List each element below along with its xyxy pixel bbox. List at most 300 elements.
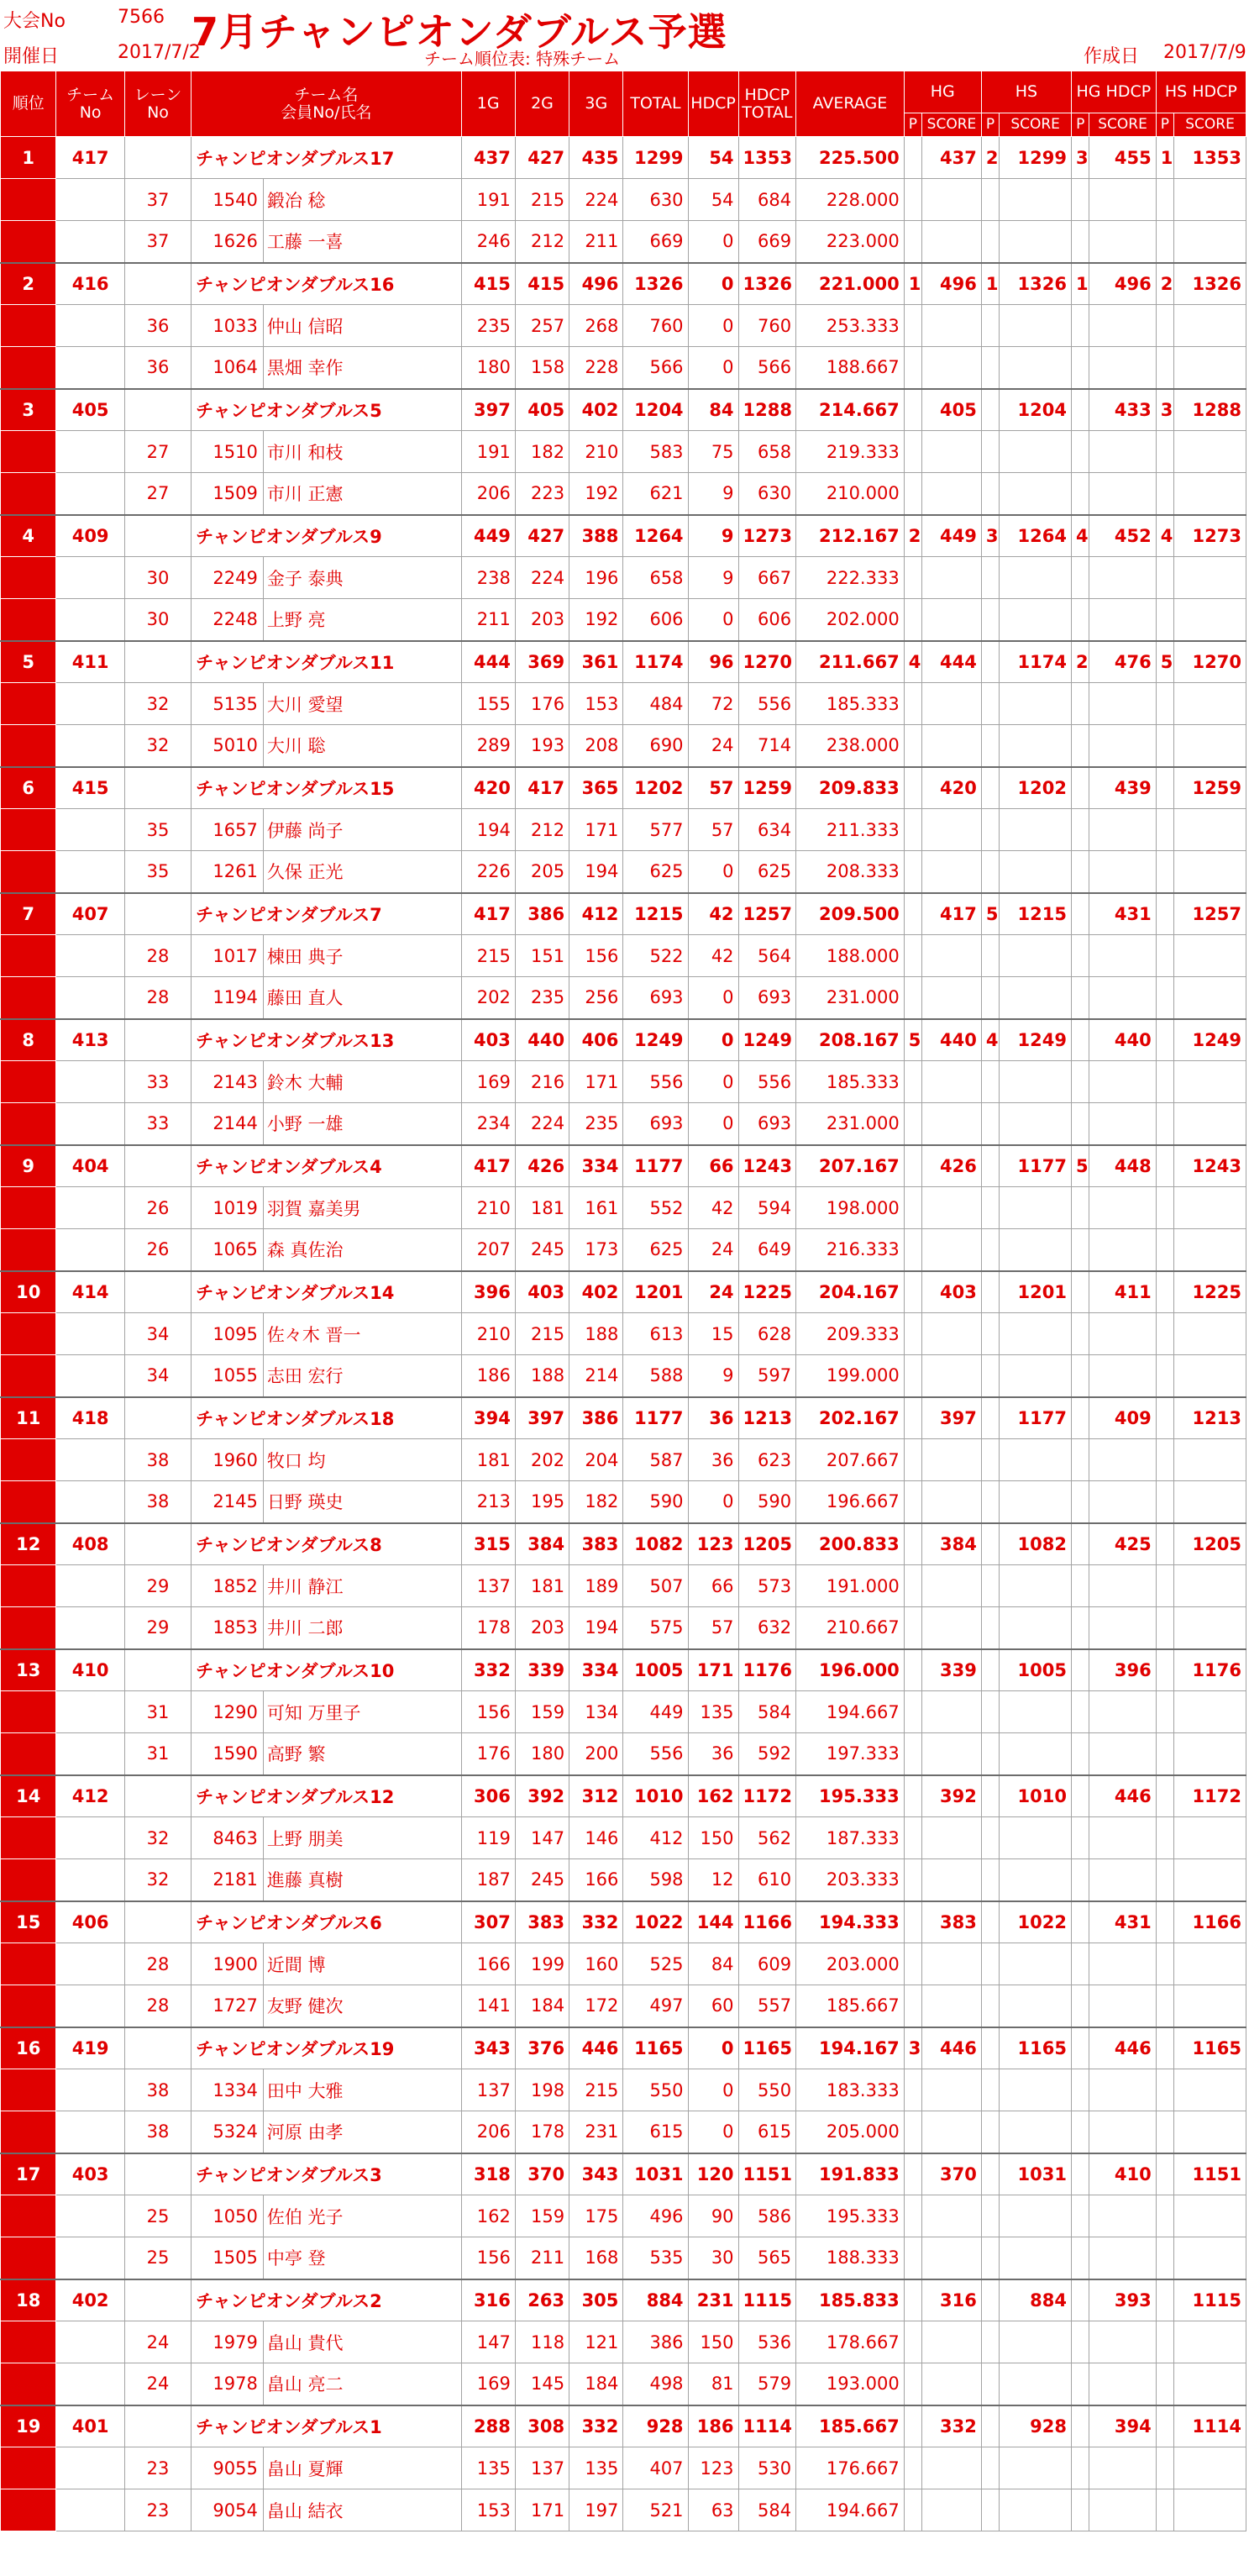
total-cell: 552 (623, 1187, 688, 1229)
hdcp-total-cell: 615 (738, 2111, 796, 2153)
hdcp-total-cell: 667 (738, 557, 796, 599)
g3-cell: 334 (569, 1145, 623, 1187)
hsh-p-cell (1156, 2405, 1173, 2447)
average-cell: 203.333 (796, 1859, 905, 1901)
hdcp-cell: 15 (688, 1313, 738, 1355)
team-row (1, 1271, 1246, 1313)
empty-cell (1072, 2363, 1089, 2405)
empty-cell (1089, 2321, 1156, 2363)
g2-cell: 118 (515, 2321, 569, 2363)
empty-cell (981, 935, 999, 977)
empty-cell (922, 1103, 982, 1145)
empty-cell (922, 1817, 982, 1859)
member-no-cell: 1261 (192, 851, 264, 893)
hdcp-total-cell: 530 (738, 2447, 796, 2489)
member-row (1, 2237, 1246, 2279)
lane-cell: 26 (124, 1229, 191, 1271)
empty-cell (904, 2321, 921, 2363)
g2-cell: 370 (515, 2153, 569, 2195)
empty-cell (1156, 1229, 1173, 1271)
g1-cell: 141 (461, 1985, 515, 2027)
g3-cell: 256 (569, 977, 623, 1019)
hs-p-cell: 1 (981, 263, 999, 305)
team-no-cell (56, 1691, 124, 1733)
g1-cell: 210 (461, 1187, 515, 1229)
empty-cell (922, 557, 982, 599)
hdcp-total-cell: 1225 (738, 1271, 796, 1313)
team-no-cell (56, 347, 124, 389)
average-cell: 196.000 (796, 1649, 905, 1691)
total-cell: 583 (623, 431, 688, 473)
empty-cell (922, 2195, 982, 2237)
lane-cell: 27 (124, 473, 191, 515)
empty-cell (1072, 1481, 1089, 1523)
g1-cell: 169 (461, 1061, 515, 1103)
table-header (1, 71, 1246, 137)
empty-cell (922, 431, 982, 473)
hg-p-cell (904, 137, 921, 179)
hdcp-cell: 24 (688, 1229, 738, 1271)
team-no-cell (56, 1103, 124, 1145)
member-row (1, 2321, 1246, 2363)
hdcp-cell: 0 (688, 347, 738, 389)
member-name-cell: 中亭 登 (263, 2237, 461, 2279)
total-cell: 1249 (623, 1019, 688, 1061)
hs-p-cell (981, 389, 999, 431)
lane-cell: 36 (124, 347, 191, 389)
empty-cell (1089, 1859, 1156, 1901)
lane-cell: 32 (124, 1817, 191, 1859)
hdcp-total-cell: 628 (738, 1313, 796, 1355)
total-cell: 1299 (623, 137, 688, 179)
empty-cell (904, 1481, 921, 1523)
team-row (1, 1397, 1246, 1439)
hs-score-cell: 1177 (1000, 1145, 1072, 1187)
hdcp-cell: 0 (688, 2027, 738, 2069)
hdcp-cell: 231 (688, 2279, 738, 2321)
hgh-p-cell (1072, 1019, 1089, 1061)
team-no-cell (56, 1817, 124, 1859)
lane-cell (124, 137, 191, 179)
hgh-p-cell (1072, 2153, 1089, 2195)
hg-p-cell: 5 (904, 1019, 921, 1061)
empty-cell (1156, 1565, 1173, 1607)
empty-cell (904, 179, 921, 221)
team-no-cell (56, 1859, 124, 1901)
empty-cell (1156, 1733, 1173, 1775)
hdcp-cell: 0 (688, 977, 738, 1019)
g3-cell: 334 (569, 1649, 623, 1691)
member-no-cell: 1334 (192, 2069, 264, 2111)
g2-cell: 383 (515, 1901, 569, 1943)
g2-cell: 203 (515, 599, 569, 641)
empty-cell (922, 809, 982, 851)
team-name-cell: チャンピオンダブルス3 (192, 2153, 461, 2195)
rank-cell (1, 2489, 56, 2531)
average-cell: 207.167 (796, 1145, 905, 1187)
team-name-cell: チャンピオンダブルス9 (192, 515, 461, 557)
total-cell: 588 (623, 1355, 688, 1397)
hs-p-cell: 2 (981, 137, 999, 179)
g1-cell: 394 (461, 1397, 515, 1439)
empty-cell (904, 935, 921, 977)
rank-cell (1, 221, 56, 263)
average-cell: 202.000 (796, 599, 905, 641)
g3-cell: 332 (569, 1901, 623, 1943)
empty-cell (1000, 977, 1072, 1019)
hgh-p-cell (1072, 1775, 1089, 1817)
hsh-score-cell: 1259 (1174, 767, 1246, 809)
g3-cell: 435 (569, 137, 623, 179)
hs-score-cell: 1249 (1000, 1019, 1072, 1061)
hsh-p-cell (1156, 767, 1173, 809)
empty-cell (1156, 1859, 1173, 1901)
hgh-p-cell (1072, 2027, 1089, 2069)
total-cell: 1010 (623, 1775, 688, 1817)
g1-cell: 234 (461, 1103, 515, 1145)
team-no-cell (56, 725, 124, 767)
col-lane-no: レーン No (124, 71, 191, 137)
lane-cell: 33 (124, 1103, 191, 1145)
lane-cell (124, 893, 191, 935)
hdcp-cell: 135 (688, 1691, 738, 1733)
rank-cell (1, 2111, 56, 2153)
g1-cell: 417 (461, 893, 515, 935)
hg-p-cell (904, 767, 921, 809)
average-cell: 202.167 (796, 1397, 905, 1439)
empty-cell (1089, 431, 1156, 473)
member-name-cell: 市川 和枝 (263, 431, 461, 473)
hsh-score-cell: 1114 (1174, 2405, 1246, 2447)
lane-cell (124, 389, 191, 431)
g2-cell: 137 (515, 2447, 569, 2489)
empty-cell (981, 2489, 999, 2531)
empty-cell (904, 347, 921, 389)
hg-score-cell: 397 (922, 1397, 982, 1439)
member-no-cell: 1900 (192, 1943, 264, 1985)
empty-cell (922, 725, 982, 767)
lane-cell: 24 (124, 2321, 191, 2363)
hdcp-cell: 54 (688, 137, 738, 179)
hdcp-total-cell: 630 (738, 473, 796, 515)
g1-cell: 194 (461, 809, 515, 851)
g2-cell: 159 (515, 1691, 569, 1733)
empty-cell (1156, 2363, 1173, 2405)
member-row (1, 2069, 1246, 2111)
total-cell: 1082 (623, 1523, 688, 1565)
empty-cell (1000, 851, 1072, 893)
team-name-cell: チャンピオンダブルス16 (192, 263, 461, 305)
average-cell: 178.667 (796, 2321, 905, 2363)
g1-cell: 289 (461, 725, 515, 767)
rank-cell (1, 1061, 56, 1103)
hdcp-total-cell: 1353 (738, 137, 796, 179)
hgh-score-cell: 410 (1089, 2153, 1156, 2195)
hs-p-cell (981, 2279, 999, 2321)
empty-cell (1174, 1313, 1246, 1355)
average-cell: 194.667 (796, 1691, 905, 1733)
empty-cell (1000, 2111, 1072, 2153)
g3-cell: 268 (569, 305, 623, 347)
date-label: 開催日 (3, 46, 60, 67)
total-cell: 606 (623, 599, 688, 641)
hdcp-total-cell: 606 (738, 599, 796, 641)
team-no-cell: 416 (56, 263, 124, 305)
g2-cell: 215 (515, 179, 569, 221)
hs-score-cell: 884 (1000, 2279, 1072, 2321)
hg-score-cell: 332 (922, 2405, 982, 2447)
hg-score-cell: 446 (922, 2027, 982, 2069)
member-row (1, 1313, 1246, 1355)
g1-cell: 403 (461, 1019, 515, 1061)
team-no-cell (56, 2447, 124, 2489)
empty-cell (904, 683, 921, 725)
hgh-p-cell: 1 (1072, 263, 1089, 305)
g2-cell: 171 (515, 2489, 569, 2531)
member-no-cell: 1033 (192, 305, 264, 347)
total-cell: 590 (623, 1481, 688, 1523)
g3-cell: 160 (569, 1943, 623, 1985)
hg-score-cell: 449 (922, 515, 982, 557)
empty-cell (1089, 2237, 1156, 2279)
empty-cell (1156, 2111, 1173, 2153)
team-name-cell: チャンピオンダブルス7 (192, 893, 461, 935)
hdcp-total-cell: 1176 (738, 1649, 796, 1691)
team-row (1, 1145, 1246, 1187)
hs-score-cell: 1215 (1000, 893, 1072, 935)
empty-cell (1072, 1439, 1089, 1481)
hgh-score-cell: 439 (1089, 767, 1156, 809)
member-no-cell: 1852 (192, 1565, 264, 1607)
empty-cell (922, 1691, 982, 1733)
team-no-cell (56, 2069, 124, 2111)
hdcp-cell: 84 (688, 389, 738, 431)
event-date: 2017/7/2 (118, 42, 201, 63)
empty-cell (981, 1733, 999, 1775)
g2-cell: 178 (515, 2111, 569, 2153)
hdcp-total-cell: 632 (738, 1607, 796, 1649)
g3-cell: 189 (569, 1565, 623, 1607)
empty-cell (922, 347, 982, 389)
empty-cell (981, 599, 999, 641)
member-name-cell: 久保 正光 (263, 851, 461, 893)
empty-cell (1000, 2447, 1072, 2489)
team-no-cell (56, 1313, 124, 1355)
empty-cell (1072, 683, 1089, 725)
created-label: 作成日 (1084, 46, 1140, 67)
col-hs-score: SCORE (1000, 113, 1072, 137)
hdcp-cell: 72 (688, 683, 738, 725)
empty-cell (1072, 1607, 1089, 1649)
hgh-p-cell (1072, 2405, 1089, 2447)
empty-cell (1072, 2489, 1089, 2531)
empty-cell (1000, 179, 1072, 221)
hdcp-total-cell: 1165 (738, 2027, 796, 2069)
average-cell: 253.333 (796, 305, 905, 347)
g3-cell: 211 (569, 221, 623, 263)
empty-cell (981, 1859, 999, 1901)
hgh-score-cell: 496 (1089, 263, 1156, 305)
hdcp-cell: 66 (688, 1565, 738, 1607)
hsh-p-cell: 2 (1156, 263, 1173, 305)
g2-cell: 211 (515, 2237, 569, 2279)
g3-cell: 156 (569, 935, 623, 977)
g3-cell: 406 (569, 1019, 623, 1061)
hsh-p-cell (1156, 2027, 1173, 2069)
g1-cell: 137 (461, 2069, 515, 2111)
total-cell: 928 (623, 2405, 688, 2447)
col-hg-score: SCORE (922, 113, 982, 137)
hsh-score-cell: 1288 (1174, 389, 1246, 431)
rank-cell (1, 1817, 56, 1859)
average-cell: 199.000 (796, 1355, 905, 1397)
hs-score-cell: 1202 (1000, 767, 1072, 809)
empty-cell (1072, 2069, 1089, 2111)
g2-cell: 181 (515, 1187, 569, 1229)
empty-cell (1089, 347, 1156, 389)
team-no-cell (56, 2111, 124, 2153)
team-no-cell (56, 809, 124, 851)
hgh-p-cell (1072, 1397, 1089, 1439)
team-no-cell (56, 2237, 124, 2279)
g2-cell: 180 (515, 1733, 569, 1775)
empty-cell (1156, 1103, 1173, 1145)
hdcp-total-cell: 634 (738, 809, 796, 851)
hgh-score-cell: 440 (1089, 1019, 1156, 1061)
empty-cell (1072, 1817, 1089, 1859)
hdcp-total-cell: 584 (738, 1691, 796, 1733)
g3-cell: 134 (569, 1691, 623, 1733)
g1-cell: 420 (461, 767, 515, 809)
empty-cell (1072, 2447, 1089, 2489)
lane-cell: 30 (124, 599, 191, 641)
empty-cell (1174, 557, 1246, 599)
empty-cell (1089, 935, 1156, 977)
member-name-cell: 市川 正憲 (263, 473, 461, 515)
empty-cell (1156, 431, 1173, 473)
rank-cell (1, 1733, 56, 1775)
empty-cell (981, 1565, 999, 1607)
hsh-score-cell: 1205 (1174, 1523, 1246, 1565)
empty-cell (922, 1859, 982, 1901)
lane-cell: 23 (124, 2489, 191, 2531)
empty-cell (922, 2321, 982, 2363)
team-no-cell (56, 1565, 124, 1607)
hg-p-cell: 1 (904, 263, 921, 305)
empty-cell (1089, 1985, 1156, 2027)
rank-cell: 14 (1, 1775, 56, 1817)
average-cell: 185.667 (796, 1985, 905, 2027)
hdcp-total-cell: 590 (738, 1481, 796, 1523)
average-cell: 193.000 (796, 2363, 905, 2405)
empty-cell (1072, 305, 1089, 347)
g1-cell: 162 (461, 2195, 515, 2237)
lane-cell (124, 767, 191, 809)
member-name-cell: 畠山 亮二 (263, 2363, 461, 2405)
g1-cell: 207 (461, 1229, 515, 1271)
rank-cell (1, 1229, 56, 1271)
team-no-cell: 412 (56, 1775, 124, 1817)
member-no-cell: 2143 (192, 1061, 264, 1103)
member-name-cell: 小野 一雄 (263, 1103, 461, 1145)
member-name-cell: 伊藤 尚子 (263, 809, 461, 851)
member-no-cell: 1509 (192, 473, 264, 515)
g2-cell: 193 (515, 725, 569, 767)
hs-p-cell (981, 1775, 999, 1817)
g1-cell: 202 (461, 977, 515, 1019)
member-no-cell: 1540 (192, 179, 264, 221)
empty-cell (922, 1313, 982, 1355)
hdcp-total-cell: 1205 (738, 1523, 796, 1565)
hdcp-total-cell: 573 (738, 1565, 796, 1607)
lane-cell: 34 (124, 1313, 191, 1355)
lane-cell: 28 (124, 1985, 191, 2027)
empty-cell (1174, 2111, 1246, 2153)
hg-p-cell (904, 2153, 921, 2195)
hg-p-cell (904, 1271, 921, 1313)
g2-cell: 199 (515, 1943, 569, 1985)
lane-cell (124, 1145, 191, 1187)
col-g1: 1G (461, 71, 515, 137)
col-hsh-p: P (1156, 113, 1173, 137)
hs-p-cell: 4 (981, 1019, 999, 1061)
empty-cell (904, 431, 921, 473)
hs-score-cell: 1165 (1000, 2027, 1072, 2069)
g1-cell: 147 (461, 2321, 515, 2363)
empty-cell (1174, 1985, 1246, 2027)
empty-cell (1000, 431, 1072, 473)
average-cell: 203.000 (796, 1943, 905, 1985)
total-cell: 760 (623, 305, 688, 347)
hsh-p-cell (1156, 893, 1173, 935)
empty-cell (1156, 809, 1173, 851)
empty-cell (1156, 2321, 1173, 2363)
total-cell: 386 (623, 2321, 688, 2363)
rank-cell: 3 (1, 389, 56, 431)
col-hdcp: HDCP (688, 71, 738, 137)
hdcp-total-cell: 1213 (738, 1397, 796, 1439)
team-name-cell: チャンピオンダブルス18 (192, 1397, 461, 1439)
hg-p-cell (904, 1901, 921, 1943)
empty-cell (981, 473, 999, 515)
hdcp-total-cell: 693 (738, 977, 796, 1019)
lane-cell: 24 (124, 2363, 191, 2405)
team-no-cell (56, 2195, 124, 2237)
hgh-p-cell: 2 (1072, 641, 1089, 683)
hdcp-total-cell: 536 (738, 2321, 796, 2363)
hs-p-cell: 3 (981, 515, 999, 557)
empty-cell (981, 2447, 999, 2489)
hgh-p-cell (1072, 389, 1089, 431)
member-row (1, 809, 1246, 851)
hg-score-cell: 417 (922, 893, 982, 935)
col-hg-p: P (904, 113, 921, 137)
hdcp-cell: 96 (688, 641, 738, 683)
lane-cell (124, 2153, 191, 2195)
member-row (1, 2447, 1246, 2489)
empty-cell (1072, 725, 1089, 767)
hdcp-total-cell: 566 (738, 347, 796, 389)
team-no-cell (56, 431, 124, 473)
hdcp-total-cell: 1288 (738, 389, 796, 431)
lane-cell: 38 (124, 1439, 191, 1481)
hdcp-cell: 66 (688, 1145, 738, 1187)
col-hg-hdcp: HG HDCP (1072, 71, 1157, 113)
team-name-cell: チャンピオンダブルス10 (192, 1649, 461, 1691)
team-no-cell: 404 (56, 1145, 124, 1187)
hs-p-cell (981, 1523, 999, 1565)
empty-cell (1156, 1355, 1173, 1397)
